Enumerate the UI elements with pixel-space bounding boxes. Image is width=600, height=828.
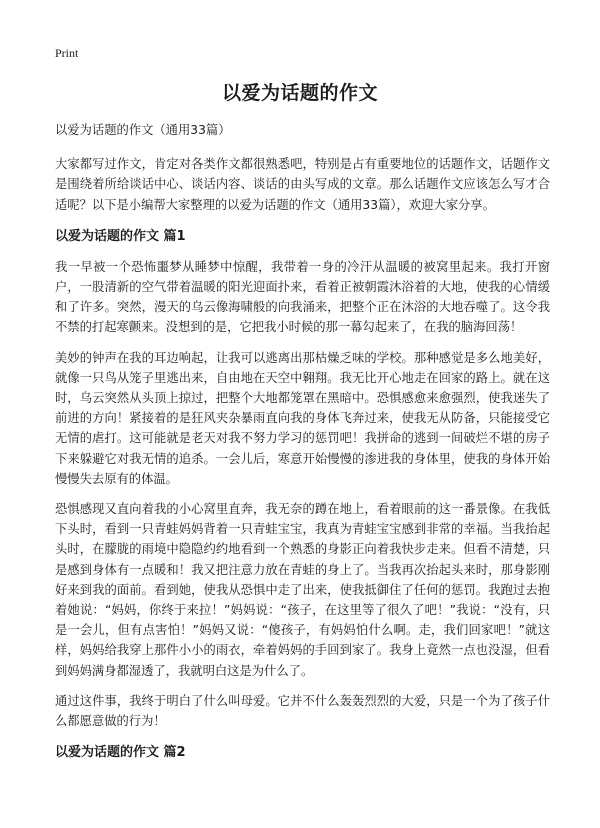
section-2: [55, 743, 550, 763]
paragraph: 恐惧感现又直向着我的小心窝里直奔，我无奈的蹲在地上，看着眼前的这一番景像。在我低下头时，看到一只青蛙妈妈背着一只青蛙宝宝，我真为青蛙宝宝感到非常的幸福。当我抬起头时，在朦胧的雨境中隐隐约约地看到一个熟悉的身影正向着我快步走来。但看不清楚，只是感到身体有一点暖和！我又把注意力放在青蛙的身上了。当我再次抬起头来时，那身影刚好来到我的面前。看到她，使我从恐惧中走了出来，使我抵御住了任何的惩罚。我跑过去抱着她说：“妈妈，你终于来拉！”妈妈说：“孩子，在这里等了很久了吧！”我说：“没有，只是一会儿，但有点害怕！”妈妈又说：“傻孩子，有妈妈怕什么啊。走，我们回家吧！”就这样，妈妈给我穿上那件小小的雨衣，牵着妈妈的手回到家了。我身上竟然一点也没湿，但看到妈妈满身都湿透了，我就明白这是为什么了。: [55, 502, 550, 678]
document-body: [55, 120, 550, 773]
document-subtitle: 以爱为话题的作文（通用33篇）: [55, 123, 231, 137]
paragraph: 美妙的钟声在我的耳边响起，让我可以逃离出那枯燥乏味的学校。那种感觉是多么地美好，就像一只鸟从笼子里逃出来，自由地在天空中翱翔。我无比开心地走在回家的路上。就在这时，乌云突然从头顶上掠过，把整个大地都笼罩在黑暗中。恐惧感愈来愈强烈，使我迷失了前进的方向！紧接着的是狂风夹杂暴雨直向我的身体飞奔过来，使我无从防备，只能接受它无情的虐打。这可能就是老天对我不努力学习的惩罚吧！我拼命的逃到一间破烂不堪的房子下来躲避它对我无情的追杀。一会儿后，寒意开始慢慢的渗进我的身体里，使我的身体开始慢慢失去原有的体温。: [55, 350, 550, 486]
section-heading: 以爱为话题的作文 篇1: [55, 228, 186, 244]
paragraph: 通过这件事，我终于明白了什么叫母爱。它并不什么轰轰烈烈的大爱，只是一个为了孩子什么都愿意做的行为！: [55, 693, 550, 729]
intro-paragraph: 大家都写过作文，肯定对各类作文都很熟悉吧，特别是占有重要地位的话题作文，话题作文是围绕着所给谈话中心、谈话内容、谈话的由头写成的文章。那么话题作文应该怎么写才合适呢？以下是小编帮大家整理的以爱为话题的作文（通用33篇），欢迎大家分享。: [55, 157, 550, 212]
section-heading: 以爱为话题的作文 篇2: [55, 745, 186, 761]
paragraph: 我一早被一个恐怖噩梦从睡梦中惊醒，我带着一身的冷汗从温暖的被窝里起来。我打开窗户，一股清新的空气带着温暖的阳光迎面扑来，看着正被朝霞沐浴着的大地，使我的心情缓和了许多。突然，漫天的乌云像海啸般的向我涌来，把整个正在沐浴的大地吞噬了。这令我不禁的打起寒颤来。没想到的是，它把我小时候的那一幕勾起来了，在我的脑海回荡！: [55, 259, 550, 335]
section-1: [55, 227, 550, 731]
document-title: 以爱为话题的作文: [221, 82, 378, 104]
print-link[interactable]: Print: [55, 46, 79, 60]
